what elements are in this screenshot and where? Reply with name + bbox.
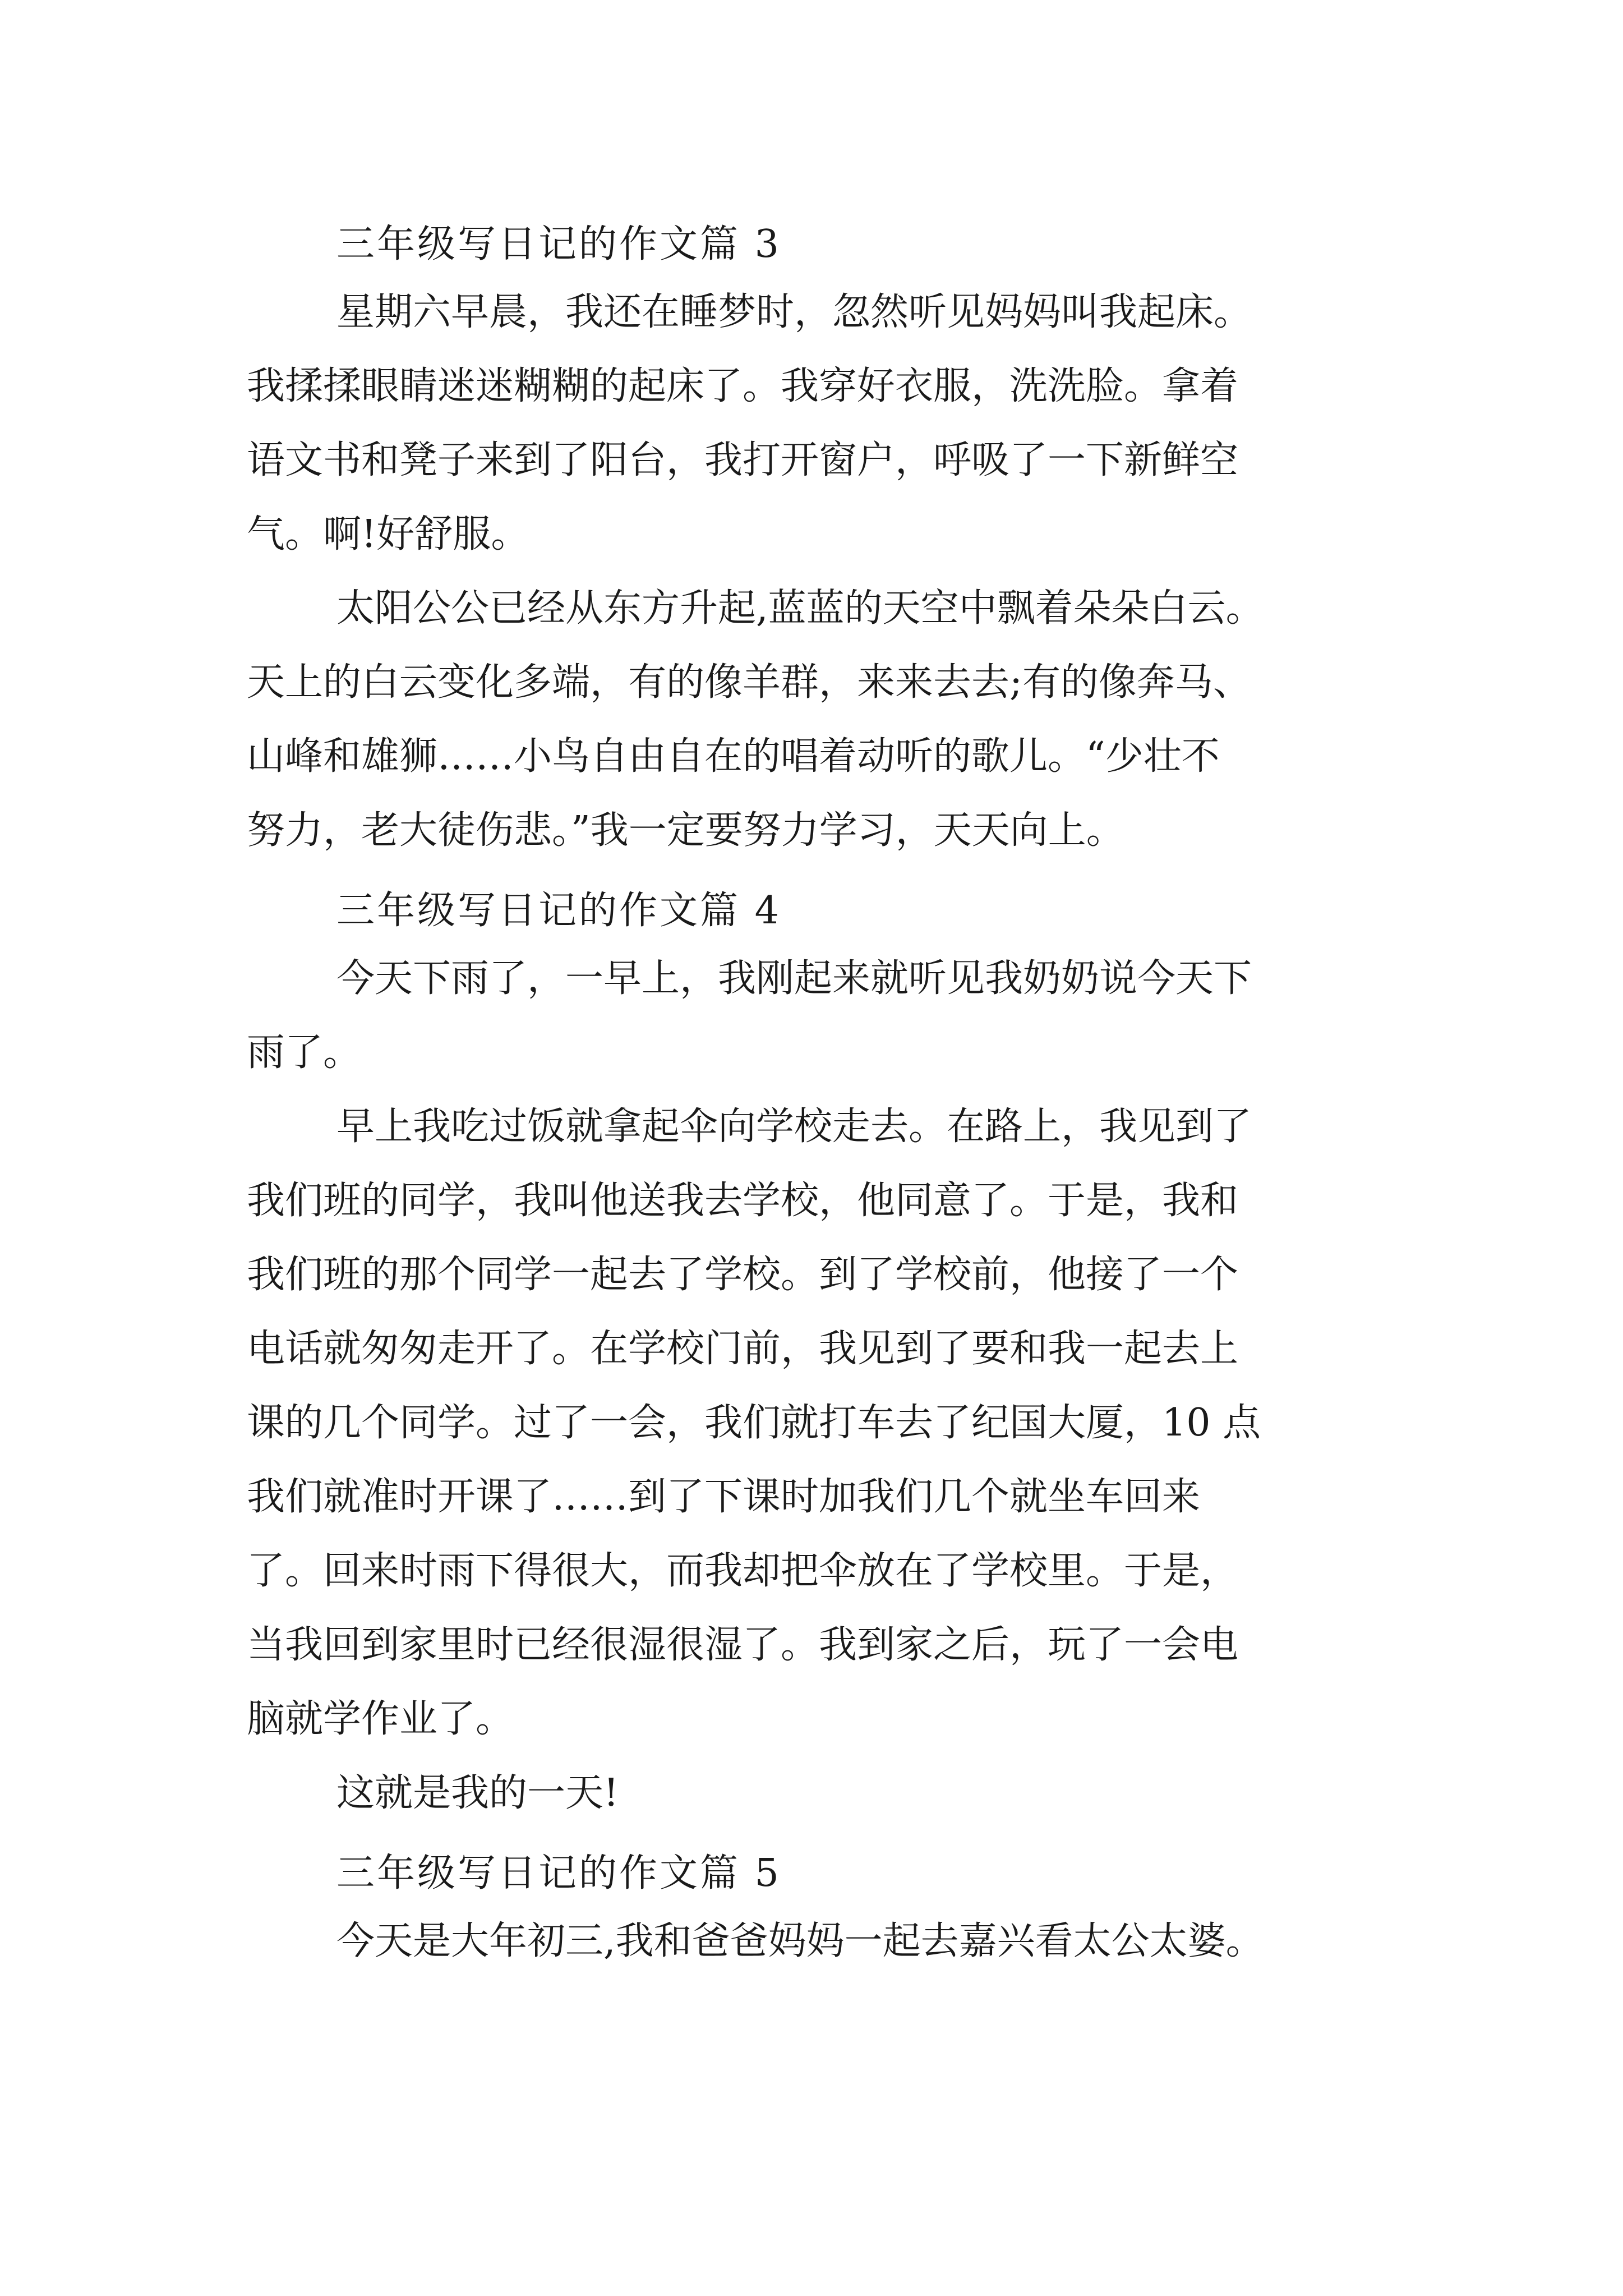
text-line: 太阳公公已经从东方升起,蓝蓝的天空中飘着朵朵白云。 bbox=[336, 586, 1264, 631]
paragraph bbox=[247, 1911, 1391, 1985]
text-line: 课的几个同学。过了一会，我们就打车去了纪国大厦，10 点 bbox=[247, 1401, 1261, 1445]
text-line: 电话就匆匆走开了。在学校门前，我见到了要和我一起去上 bbox=[247, 1327, 1239, 1371]
section-heading-3: 三年级写日记的作文篇 3 bbox=[336, 222, 781, 266]
text-line: 雨了。 bbox=[247, 1030, 362, 1075]
section-heading-4: 三年级写日记的作文篇 4 bbox=[336, 889, 781, 933]
text-line: 早上我吃过饭就拿起伞向学校走去。在路上，我见到了 bbox=[336, 1105, 1252, 1149]
text-line: 努力，老大徒伤悲。”我一定要努力学习，天天向上。 bbox=[247, 808, 1124, 853]
text-line: 我们就准时开课了……到了下课时加我们几个就坐车回来 bbox=[247, 1475, 1201, 1519]
text-line: 了。回来时雨下得很大，而我却把伞放在了学校里。于是， bbox=[247, 1549, 1239, 1593]
text-line: 山峰和雄狮……小鸟自由自在的唱着动听的歌儿。“少壮不 bbox=[247, 734, 1220, 779]
document-page bbox=[247, 208, 1391, 1985]
paragraph bbox=[247, 282, 1391, 578]
text-line: 我们班的那个同学一起去了学校。到了学校前，他接了一个 bbox=[247, 1253, 1239, 1297]
paragraph bbox=[247, 1096, 1391, 1763]
section-heading-5: 三年级写日记的作文篇 5 bbox=[336, 1851, 781, 1895]
paragraph bbox=[247, 578, 1391, 874]
text-line: 气。啊!好舒服。 bbox=[247, 512, 529, 556]
text-line: 星期六早晨，我还在睡梦时，忽然听见妈妈叫我起床。 bbox=[336, 290, 1252, 334]
paragraph bbox=[247, 1763, 1391, 1837]
text-line: 今天是大年初三,我和爸爸妈妈一起去嘉兴看太公太婆。 bbox=[336, 1919, 1264, 1963]
text-line: 这就是我的一天! bbox=[336, 1771, 619, 1815]
text-line: 当我回到家里时已经很湿很湿了。我到家之后，玩了一会电 bbox=[247, 1623, 1239, 1667]
paragraph bbox=[247, 948, 1391, 1096]
text-line: 天上的白云变化多端，有的像羊群，来来去去;有的像奔马、 bbox=[247, 660, 1251, 705]
text-line: 脑就学作业了。 bbox=[247, 1697, 514, 1741]
text-line: 我揉揉眼睛迷迷糊糊的起床了。我穿好衣服，洗洗脸。拿着 bbox=[247, 364, 1239, 408]
text-line: 语文书和凳子来到了阳台，我打开窗户，呼吸了一下新鲜空 bbox=[247, 438, 1239, 482]
text-line: 今天下雨了，一早上，我刚起来就听见我奶奶说今天下 bbox=[336, 956, 1252, 1001]
text-line: 我们班的同学，我叫他送我去学校，他同意了。于是，我和 bbox=[247, 1179, 1239, 1223]
